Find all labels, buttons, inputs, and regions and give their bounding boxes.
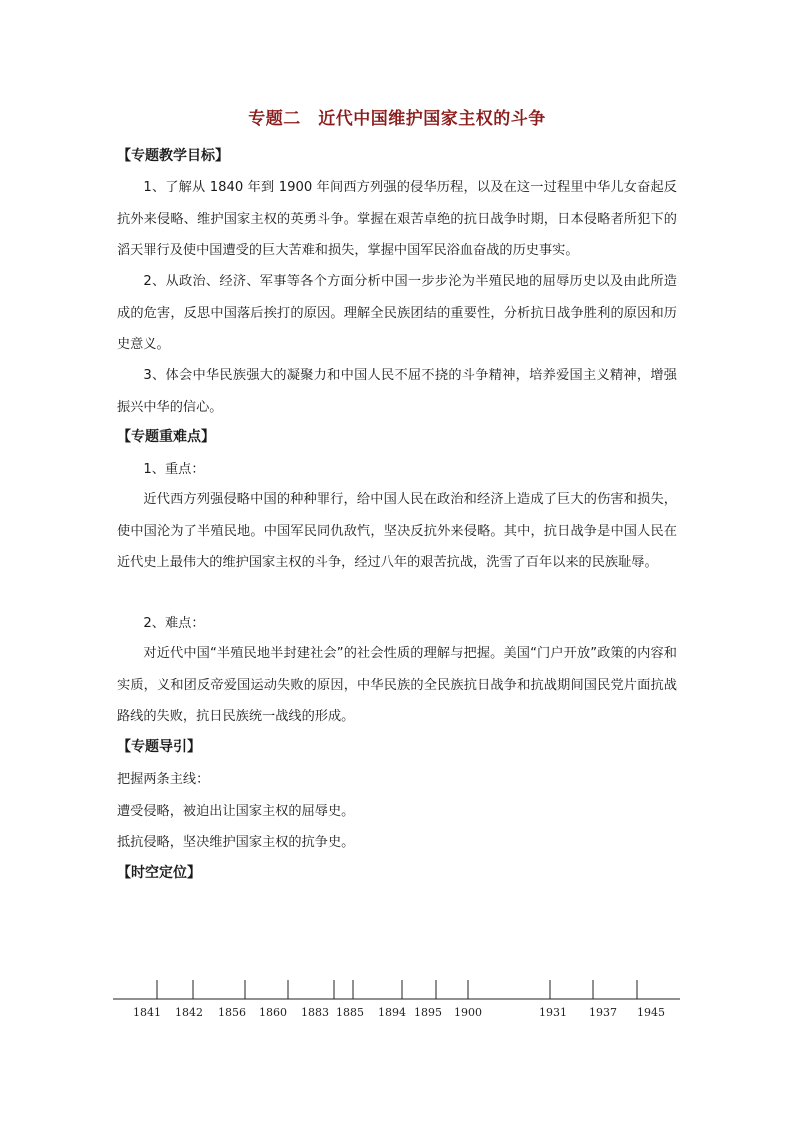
guide-line-2: 遭受侵略，被迫出让国家主权的屈辱史。	[117, 804, 355, 819]
timeline-year-label: 1900	[454, 1006, 482, 1019]
page-title: 专题二 近代中国维护国家主权的斗争	[248, 109, 546, 129]
timeline-year-label: 1895	[414, 1006, 442, 1019]
timeline-year-label: 1860	[259, 1006, 287, 1019]
goals-paragraph-2: 2、从政治、经济、军事等各个方面分析中国一步步沦为半殖民地的屈辱历史以及由此所造成的危害，反思中国落后挨打的原因。理解全民族团结的重要性，分析抗日战争胜利的原因和历史意义。	[117, 274, 677, 352]
section-heading-timeline: 【时空定位】	[117, 865, 201, 881]
key-point-2-label: 2、难点：	[143, 616, 205, 631]
timeline-year-label: 1885	[336, 1006, 364, 1019]
key-point-1-label: 1、重点：	[143, 462, 205, 477]
key-point-1-text: 近代西方列强侵略中国的种种罪行，给中国人民在政治和经济上造成了巨大的伤害和损失，使中国沦为了半殖民地。中国军民同仇敌忾，坚决反抗外来侵略。其中，抗日战争是中国人民在近代史上最伟大的维护国家主权的斗争，经过八年的艰苦抗战，洗雪了百年以来的民族耻辱。	[117, 492, 677, 570]
timeline-year-label: 1931	[539, 1006, 567, 1019]
section-heading-key-points: 【专题重难点】	[117, 429, 215, 445]
timeline-year-label: 1842	[175, 1006, 203, 1019]
timeline-year-label: 1894	[378, 1006, 406, 1019]
guide-line-3: 抵抗侵略，坚决维护国家主权的抗争史。	[117, 835, 355, 850]
timeline-year-label: 1945	[637, 1006, 665, 1019]
timeline-year-label: 1883	[301, 1006, 329, 1019]
timeline-year-label: 1937	[589, 1006, 617, 1019]
timeline-year-label: 1841	[133, 1006, 161, 1019]
guide-line-1: 把握两条主线：	[117, 772, 210, 787]
goals-paragraph-3: 3、体会中华民族强大的凝聚力和中国人民不屈不挠的斗争精神，培养爱国主义精神，增强振兴中华的信心。	[117, 368, 677, 415]
timeline-year-label: 1856	[218, 1006, 246, 1019]
section-heading-guide: 【专题导引】	[117, 739, 201, 755]
key-point-2-text: 对近代中国“半殖民地半封建社会”的社会性质的理解与把握。美国“门户开放”政策的内容和实质，义和团反帝爱国运动失败的原因，中华民族的全民族抗日战争和抗战期间国民党片面抗战路线的失败，抗日民族统一战线的形成。	[117, 646, 677, 724]
section-heading-goals: 【专题教学目标】	[117, 148, 229, 164]
goals-paragraph-1: 1、了解从 1840 年到 1900 年间西方列强的侵华历程，以及在这一过程里中华儿女奋起反抗外来侵略、维护国家主权的英勇斗争。掌握在艰苦卓绝的抗日战争时期，日本侵略者所犯下的滔天罪行及使中国遭受的巨大苦难和损失，掌握中国军民浴血奋战的历史事实。	[117, 180, 677, 258]
